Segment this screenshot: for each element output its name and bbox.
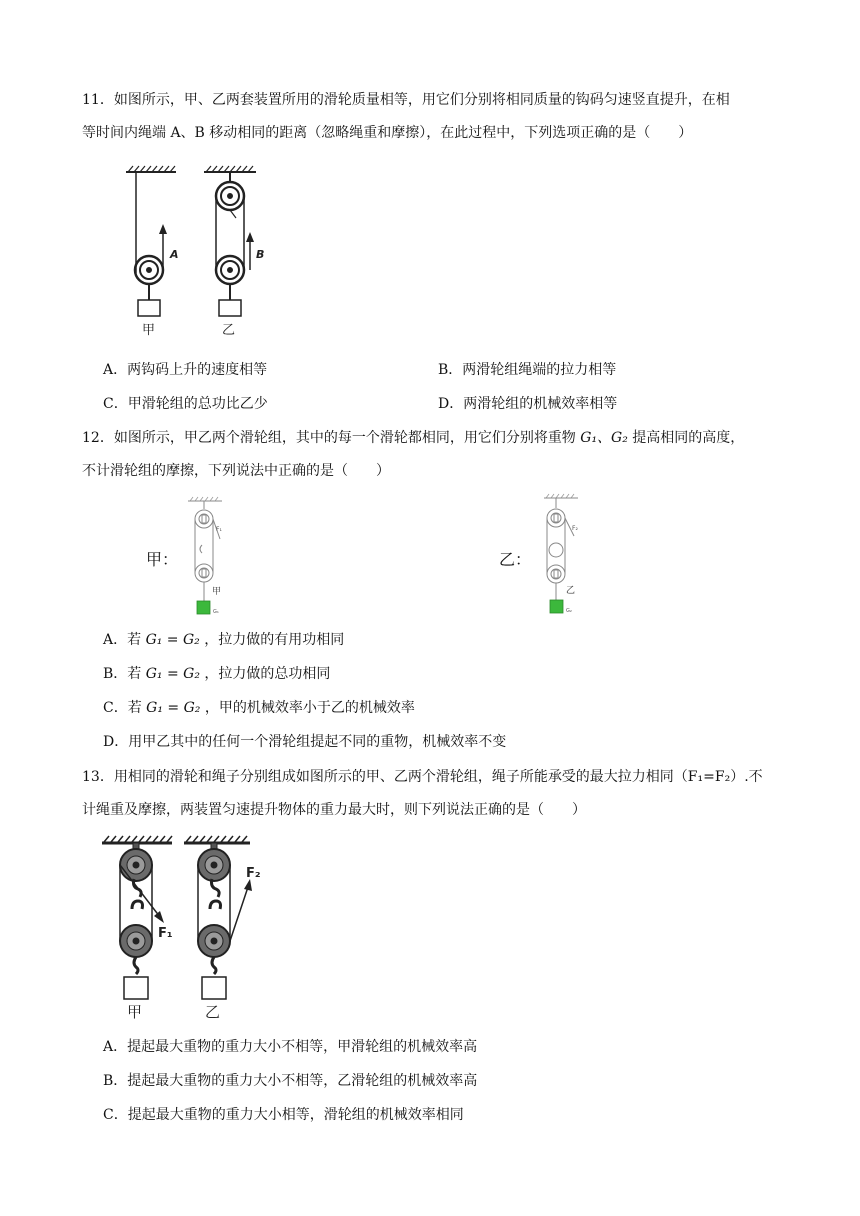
q11-option-a: A．两钩码上升的速度相等: [103, 362, 268, 378]
q12-yi-f2: F₂: [572, 525, 578, 532]
q12-label-jia: 甲：: [146, 550, 179, 569]
q12-stem-line1: [82, 428, 744, 448]
q12-option-c-prefix: C．若: [103, 700, 147, 716]
q12-figure-jia: [176, 495, 240, 623]
q11-label-jia: 甲: [142, 323, 156, 338]
q11-stem-line2: 等时间内绳端 A、B 移动相同的距离（忽略绳重和摩擦），在此过程中，下列选项正确的是（ ）: [82, 125, 693, 141]
q13-option-a: A．提起最大重物的重力大小不相等，甲滑轮组的机械效率高: [103, 1039, 478, 1055]
q12-figure-yi: [532, 492, 596, 620]
q13-label-f1: F₁: [158, 926, 173, 941]
q11-ceiling-jia: [126, 166, 176, 172]
q12-weight-g1: [197, 601, 210, 614]
q12-option-b-prefix: B．若: [103, 666, 146, 682]
q13-label-yi: 乙: [205, 1003, 221, 1021]
q11-arrow-a: [159, 224, 167, 234]
q12-option-c: [103, 698, 415, 718]
q13-label-jia: 甲: [127, 1003, 143, 1021]
q12-yi-g2: G₂: [566, 608, 572, 614]
q13-stem-line1: 13．用相同的滑轮和绳子分别组成如图所示的甲、乙两个滑轮组，绳子所能承受的最大拉力相同（F₁=F₂）.不: [82, 769, 763, 785]
q12-option-a-math: G₁ = G₂: [145, 632, 200, 648]
q12-option-d: D．用甲乙其中的任何一个滑轮组提起不同的重物，机械效率不变: [103, 734, 507, 750]
q13-pulley-yi: [198, 843, 230, 999]
q12-option-c-suffix: ，甲的机械效率小于乙的机械效率: [200, 700, 415, 716]
q13-ceiling-jia: [102, 836, 172, 843]
q12-label-yi: 乙：: [499, 550, 532, 569]
q12-stem-math: G₁、G₂: [580, 430, 628, 446]
q12-option-a: [103, 630, 344, 650]
q11-ceiling-yi: [204, 166, 256, 172]
q11-label-a: A: [170, 248, 179, 261]
q12-option-b-math: G₁ = G₂: [145, 666, 200, 682]
q12-stem-post: 提高相同的高度，: [627, 430, 745, 446]
q13-arrow-f2: [230, 879, 252, 941]
q13-ceiling-yi: [184, 836, 250, 843]
q12-option-b: [103, 664, 330, 684]
q13-stem-line2: 计绳重及摩擦，两装置匀速提升物体的重力最大时，则下列说法正确的是（ ）: [82, 802, 586, 818]
q13-label-f2: F₂: [246, 866, 261, 881]
q13-option-c: C．提起最大重物的重力大小相等，滑轮组的机械效率相同: [103, 1107, 464, 1123]
q12-jia-g1: G₁: [213, 609, 219, 615]
q11-arrow-b: [246, 232, 254, 270]
q12-option-c-math: G₁ = G₂: [146, 700, 201, 716]
q12-stem-pre: 12．如图所示，甲乙两个滑轮组，其中的每一个滑轮都相同，用它们分别将重物: [82, 430, 581, 446]
q11-option-c: C．甲滑轮组的总功比乙少: [103, 396, 268, 412]
q11-label-b: B: [256, 248, 265, 261]
q12-option-a-prefix: A．若: [103, 632, 146, 648]
q11-stem-line1: 11．如图所示，甲、乙两套装置所用的滑轮质量相等，用它们分别将相同质量的钩码匀速竖直提升，在相: [82, 92, 730, 108]
q12-weight-g2: [550, 600, 563, 613]
q12-yi-small: 乙: [566, 586, 576, 596]
q12-option-b-suffix: ，拉力做的总功相同: [199, 666, 331, 682]
q11-option-b: B．两滑轮组绳端的拉力相等: [438, 362, 617, 378]
q11-label-yi: 乙: [222, 323, 236, 338]
q12-stem-line2: 不计滑轮组的摩擦，下列说法中正确的是（ ）: [82, 463, 390, 479]
q13-pulley-jia: [120, 843, 152, 999]
q13-pulley-figure: [98, 833, 268, 1023]
q13-option-b: B．提起最大重物的重力大小不相等，乙滑轮组的机械效率高: [103, 1073, 478, 1089]
q11-pulley-yi: [216, 172, 244, 316]
q12-option-a-suffix: ，拉力做的有用功相同: [199, 632, 345, 648]
q12-jia-small: 甲: [212, 587, 222, 597]
q12-jia-f1: F₁: [216, 526, 222, 533]
q11-pulley-figure: [118, 158, 288, 338]
q11-option-d: D．两滑轮组的机械效率相等: [438, 396, 618, 412]
q11-pulley-jia: [135, 172, 163, 316]
